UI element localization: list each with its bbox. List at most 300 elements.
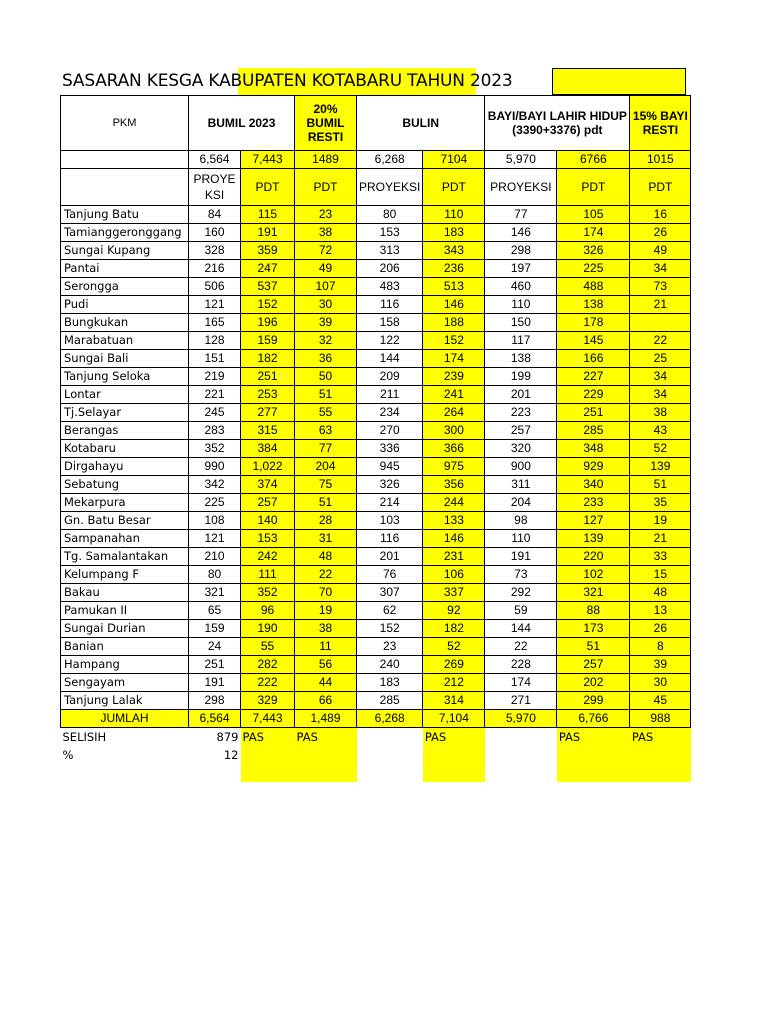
data-cell: 336 [357, 440, 423, 458]
data-cell: 222 [241, 674, 295, 692]
data-cell: 227 [557, 368, 630, 386]
data-cell: 80 [189, 566, 241, 584]
totals-cell: 5,970 [485, 151, 557, 169]
data-cell: 63 [295, 422, 357, 440]
table-row [61, 296, 691, 314]
data-cell: 340 [557, 476, 630, 494]
table-row [61, 278, 691, 296]
data-cell: 22 [295, 566, 357, 584]
data-cell: 111 [241, 566, 295, 584]
pkm-name: Berangas [61, 422, 189, 440]
data-cell: 21 [630, 296, 691, 314]
pkm-name: Kelumpang F [61, 566, 189, 584]
subheader-cell: PDT [295, 169, 357, 206]
percent-fill [630, 746, 691, 764]
data-cell: 321 [189, 584, 241, 602]
title-highlight-right [552, 68, 686, 95]
pkm-name: Dirgahayu [61, 458, 189, 476]
data-cell: 55 [295, 404, 357, 422]
data-cell: 108 [189, 512, 241, 530]
selisih-empty [357, 728, 423, 747]
data-cell: 88 [557, 602, 630, 620]
data-cell: 990 [189, 458, 241, 476]
data-cell: 139 [630, 458, 691, 476]
pkm-name: Sungai Bali [61, 350, 189, 368]
data-cell: 211 [357, 386, 423, 404]
data-cell: 236 [423, 260, 485, 278]
data-cell: 77 [295, 440, 357, 458]
table-row [61, 242, 691, 260]
data-cell: 138 [485, 350, 557, 368]
data-cell: 191 [485, 548, 557, 566]
data-cell: 23 [295, 206, 357, 224]
data-cell: 253 [241, 386, 295, 404]
data-cell: 138 [557, 296, 630, 314]
table-row [61, 476, 691, 494]
jumlah-cell: 6,766 [557, 710, 630, 728]
data-cell: 21 [630, 530, 691, 548]
data-cell: 103 [357, 512, 423, 530]
data-cell: 127 [557, 512, 630, 530]
pkm-name: Pamukan II [61, 602, 189, 620]
data-cell: 38 [630, 404, 691, 422]
data-cell: 298 [189, 692, 241, 710]
totals-cell: 1489 [295, 151, 357, 169]
data-cell: 197 [485, 260, 557, 278]
pkm-name: Mekarpura [61, 494, 189, 512]
subheader-row [61, 169, 691, 206]
data-cell: 146 [423, 530, 485, 548]
data-cell: 117 [485, 332, 557, 350]
data-cell: 239 [423, 368, 485, 386]
data-cell: 107 [295, 278, 357, 296]
data-cell: 206 [357, 260, 423, 278]
data-cell: 76 [357, 566, 423, 584]
percent-value: 12 [223, 748, 239, 762]
data-cell: 298 [485, 242, 557, 260]
data-cell: 216 [189, 260, 241, 278]
header-bumil-resti: 20% BUMIL RESTI [295, 96, 357, 151]
table-row [61, 332, 691, 350]
table-row [61, 530, 691, 548]
data-cell: 178 [557, 314, 630, 332]
data-cell: 311 [485, 476, 557, 494]
totals-row [61, 151, 691, 169]
pkm-name: Banian [61, 638, 189, 656]
blank-cell [357, 764, 423, 782]
data-cell: 48 [295, 548, 357, 566]
data-cell: 39 [295, 314, 357, 332]
jumlah-cell: 6,268 [357, 710, 423, 728]
data-cell: 73 [485, 566, 557, 584]
pkm-name: Sebatung [61, 476, 189, 494]
data-cell: 188 [423, 314, 485, 332]
header-bayi-resti: 15% BAYI RESTI [630, 96, 691, 151]
percent-fill [295, 746, 357, 764]
header-bumil: BUMIL 2023 [189, 96, 295, 151]
data-cell: 326 [357, 476, 423, 494]
data-cell: 35 [630, 494, 691, 512]
data-cell: 34 [630, 386, 691, 404]
subheader-cell: PROYEKSI [485, 169, 557, 206]
data-cell: 22 [485, 638, 557, 656]
percent-label: % [62, 748, 74, 762]
data-cell: 506 [189, 278, 241, 296]
data-cell: 315 [241, 422, 295, 440]
table-row [61, 224, 691, 242]
data-cell: 348 [557, 440, 630, 458]
data-cell: 282 [241, 656, 295, 674]
data-cell: 51 [630, 476, 691, 494]
data-cell: 145 [557, 332, 630, 350]
data-cell: 122 [357, 332, 423, 350]
table-row [61, 386, 691, 404]
data-cell: 110 [423, 206, 485, 224]
data-cell: 460 [485, 278, 557, 296]
data-cell: 326 [557, 242, 630, 260]
selisih-label: SELISIH [62, 730, 107, 744]
data-cell: 277 [241, 404, 295, 422]
data-cell: 219 [189, 368, 241, 386]
sheet-title: SASARAN KESGA KABUPATEN KOTABARU TAHUN 2023 [62, 71, 513, 91]
data-cell: 26 [630, 620, 691, 638]
header-pkm: PKM [61, 96, 189, 151]
data-cell: 24 [189, 638, 241, 656]
data-cell: 51 [295, 494, 357, 512]
pkm-name: Tj.Selayar [61, 404, 189, 422]
pkm-name: Tanjung Lalak [61, 692, 189, 710]
totals-cell: 1015 [630, 151, 691, 169]
data-cell: 228 [485, 656, 557, 674]
data-cell: 22 [630, 332, 691, 350]
data-cell: 151 [189, 350, 241, 368]
jumlah-cell: 5,970 [485, 710, 557, 728]
table-row [61, 422, 691, 440]
table-row [61, 638, 691, 656]
data-cell: 116 [357, 296, 423, 314]
subheader-label [61, 169, 189, 206]
totals-cell: 7,443 [241, 151, 295, 169]
data-cell: 128 [189, 332, 241, 350]
data-cell: 183 [357, 674, 423, 692]
data-cell: 352 [189, 440, 241, 458]
data-cell: 39 [630, 656, 691, 674]
data-cell: 483 [357, 278, 423, 296]
data-cell: 34 [630, 368, 691, 386]
data-cell: 320 [485, 440, 557, 458]
pkm-name: Tanjung Batu [61, 206, 189, 224]
data-cell: 92 [423, 602, 485, 620]
pkm-name: Gn. Batu Besar [61, 512, 189, 530]
table-row [61, 350, 691, 368]
pkm-name: Kotabaru [61, 440, 189, 458]
data-cell: 366 [423, 440, 485, 458]
data-cell: 359 [241, 242, 295, 260]
totals-cell: 6,564 [189, 151, 241, 169]
totals-cell: 6,268 [357, 151, 423, 169]
data-cell: 343 [423, 242, 485, 260]
data-cell: 152 [423, 332, 485, 350]
data-cell: 25 [630, 350, 691, 368]
data-cell: 62 [357, 602, 423, 620]
data-cell: 225 [189, 494, 241, 512]
data-cell: 49 [630, 242, 691, 260]
selisih-pas: PAS [630, 728, 691, 747]
data-cell: 73 [630, 278, 691, 296]
data-cell: 106 [423, 566, 485, 584]
pkm-name: Tanjung Seloka [61, 368, 189, 386]
selisih-empty [485, 728, 557, 747]
pkm-name: Sungai Durian [61, 620, 189, 638]
data-cell: 32 [295, 332, 357, 350]
data-cell: 174 [423, 350, 485, 368]
table-row [61, 656, 691, 674]
data-cell: 975 [423, 458, 485, 476]
data-cell: 314 [423, 692, 485, 710]
pkm-name: Bungkukan [61, 314, 189, 332]
data-cell: 30 [630, 674, 691, 692]
blank-row [61, 764, 691, 782]
jumlah-cell: 6,564 [189, 710, 241, 728]
table-row [61, 260, 691, 278]
data-cell: 513 [423, 278, 485, 296]
data-cell: 38 [295, 224, 357, 242]
data-cell: 28 [295, 512, 357, 530]
data-cell: 159 [189, 620, 241, 638]
pkm-name: Hampang [61, 656, 189, 674]
data-cell: 75 [295, 476, 357, 494]
subheader-cell: PROYEKSI [357, 169, 423, 206]
data-cell: 231 [423, 548, 485, 566]
table-row [61, 494, 691, 512]
data-cell: 234 [357, 404, 423, 422]
percent-row [61, 746, 691, 764]
data-cell: 229 [557, 386, 630, 404]
data-cell: 337 [423, 584, 485, 602]
data-cell: 34 [630, 260, 691, 278]
data-cell: 133 [423, 512, 485, 530]
table-row [61, 548, 691, 566]
data-cell: 38 [295, 620, 357, 638]
percent-empty [357, 746, 423, 764]
data-cell: 929 [557, 458, 630, 476]
data-cell: 70 [295, 584, 357, 602]
jumlah-cell: 7,104 [423, 710, 485, 728]
data-cell: 153 [357, 224, 423, 242]
table-row [61, 584, 691, 602]
blank-cell [61, 764, 189, 782]
data-cell: 292 [485, 584, 557, 602]
data-cell: 204 [295, 458, 357, 476]
data-cell: 140 [241, 512, 295, 530]
data-cell: 52 [423, 638, 485, 656]
data-cell: 182 [423, 620, 485, 638]
data-cell: 183 [423, 224, 485, 242]
pkm-name: Sengayam [61, 674, 189, 692]
table-row [61, 368, 691, 386]
data-cell: 165 [189, 314, 241, 332]
data-cell: 384 [241, 440, 295, 458]
totals-cell: 6766 [557, 151, 630, 169]
table-row [61, 692, 691, 710]
data-cell: 328 [189, 242, 241, 260]
blank-fill [241, 764, 295, 782]
jumlah-cell: 7,443 [241, 710, 295, 728]
jumlah-row [61, 710, 691, 728]
data-cell: 264 [423, 404, 485, 422]
data-cell: 139 [557, 530, 630, 548]
data-cell: 182 [241, 350, 295, 368]
data-cell: 210 [189, 548, 241, 566]
data-cell: 300 [423, 422, 485, 440]
pkm-name: Sungai Kupang [61, 242, 189, 260]
data-cell: 110 [485, 530, 557, 548]
data-cell: 65 [189, 602, 241, 620]
data-cell: 121 [189, 296, 241, 314]
pkm-name: Marabatuan [61, 332, 189, 350]
table-row [61, 314, 691, 332]
data-cell: 225 [557, 260, 630, 278]
blank-fill [630, 764, 691, 782]
percent-fill [557, 746, 630, 764]
totals-cell: 7104 [423, 151, 485, 169]
data-cell: 36 [295, 350, 357, 368]
selisih-row [61, 728, 691, 747]
data-cell: 105 [557, 206, 630, 224]
pkm-name: Serongga [61, 278, 189, 296]
table-row [61, 566, 691, 584]
data-cell: 285 [357, 692, 423, 710]
data-cell: 115 [241, 206, 295, 224]
data-cell: 191 [189, 674, 241, 692]
data-cell: 51 [295, 386, 357, 404]
data-cell: 153 [241, 530, 295, 548]
data-cell: 121 [189, 530, 241, 548]
data-cell: 13 [630, 602, 691, 620]
blank-fill [557, 764, 630, 782]
data-cell: 191 [241, 224, 295, 242]
data-cell: 146 [485, 224, 557, 242]
percent-empty [485, 746, 557, 764]
blank-cell [189, 764, 241, 782]
data-cell: 283 [189, 422, 241, 440]
table-row [61, 512, 691, 530]
data-cell: 51 [557, 638, 630, 656]
data-cell: 80 [357, 206, 423, 224]
pkm-name: Pantai [61, 260, 189, 278]
data-cell: 244 [423, 494, 485, 512]
pkm-name: Pudi [61, 296, 189, 314]
data-cell: 16 [630, 206, 691, 224]
data-cell: 247 [241, 260, 295, 278]
data-cell: 52 [630, 440, 691, 458]
data-cell: 257 [557, 656, 630, 674]
selisih-pas: PAS [241, 728, 295, 747]
data-cell: 45 [630, 692, 691, 710]
data-cell: 220 [557, 548, 630, 566]
data-cell: 202 [557, 674, 630, 692]
data-cell: 146 [423, 296, 485, 314]
subheader-cell: PDT [630, 169, 691, 206]
jumlah-cell: 1,489 [295, 710, 357, 728]
data-cell: 174 [557, 224, 630, 242]
data-cell: 271 [485, 692, 557, 710]
data-cell: 30 [295, 296, 357, 314]
data-cell: 251 [557, 404, 630, 422]
data-cell: 321 [557, 584, 630, 602]
data-cell: 66 [295, 692, 357, 710]
pkm-name: Tamianggeronggang [61, 224, 189, 242]
data-cell: 204 [485, 494, 557, 512]
blank-fill [295, 764, 357, 782]
data-cell: 26 [630, 224, 691, 242]
data-cell: 72 [295, 242, 357, 260]
data-cell: 190 [241, 620, 295, 638]
data-cell: 945 [357, 458, 423, 476]
data-cell: 11 [295, 638, 357, 656]
subheader-cell: PDT [557, 169, 630, 206]
data-cell: 43 [630, 422, 691, 440]
data-cell: 245 [189, 404, 241, 422]
data-cell: 251 [189, 656, 241, 674]
data-cell: 96 [241, 602, 295, 620]
data-cell: 214 [357, 494, 423, 512]
data-cell: 352 [241, 584, 295, 602]
data-cell: 144 [357, 350, 423, 368]
data-cell: 55 [241, 638, 295, 656]
data-cell: 98 [485, 512, 557, 530]
data-cell: 299 [557, 692, 630, 710]
pkm-name: Tg. Samalantakan [61, 548, 189, 566]
table-row [61, 440, 691, 458]
selisih-pas: PAS [557, 728, 630, 747]
data-cell: 313 [357, 242, 423, 260]
data-cell: 199 [485, 368, 557, 386]
header-bayi: BAYI/BAYI LAHIR HIDUP (3390+3376) pdt [485, 96, 630, 151]
data-cell: 160 [189, 224, 241, 242]
data-cell: 537 [241, 278, 295, 296]
table-row [61, 602, 691, 620]
data-cell: 201 [485, 386, 557, 404]
table-row [61, 620, 691, 638]
data-cell: 48 [630, 584, 691, 602]
data-cell: 251 [241, 368, 295, 386]
data-cell: 174 [485, 674, 557, 692]
subheader-cell: PROYEKSI [189, 169, 241, 206]
data-cell: 212 [423, 674, 485, 692]
data-cell: 33 [630, 548, 691, 566]
pkm-name: Bakau [61, 584, 189, 602]
selisih-value: 879 [216, 730, 239, 744]
pkm-rows [61, 206, 691, 710]
data-cell: 19 [295, 602, 357, 620]
data-cell: 152 [241, 296, 295, 314]
data-cell: 1,022 [241, 458, 295, 476]
data-cell: 342 [189, 476, 241, 494]
data-cell: 285 [557, 422, 630, 440]
data-cell: 166 [557, 350, 630, 368]
table-row [61, 404, 691, 422]
data-cell: 240 [357, 656, 423, 674]
data-cell: 152 [357, 620, 423, 638]
data-cell [630, 314, 691, 332]
percent-fill [423, 746, 485, 764]
data-cell: 31 [295, 530, 357, 548]
jumlah-label: JUMLAH [61, 710, 189, 728]
blank-cell [485, 764, 557, 782]
data-cell: 116 [357, 530, 423, 548]
spreadsheet [60, 68, 691, 782]
